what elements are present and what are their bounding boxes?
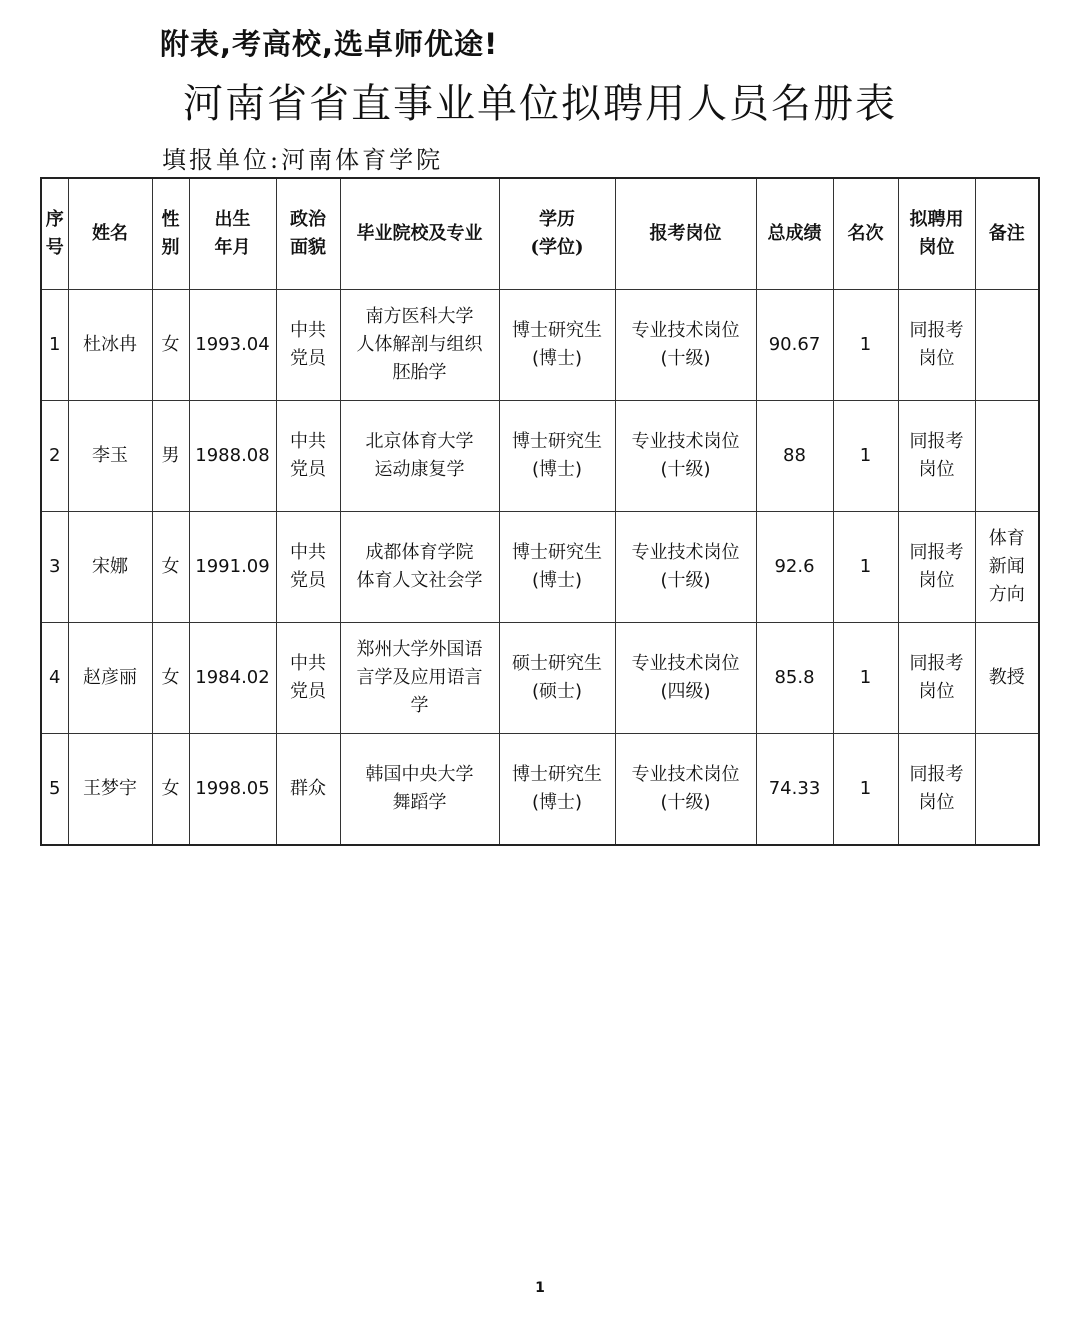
- cell-degree: 博士研究生 (博士): [499, 512, 615, 623]
- table-row: [41, 401, 1039, 512]
- table-row: [41, 512, 1039, 623]
- reporting-unit-value: 河南体育学院: [281, 146, 444, 174]
- cell-index: 4: [41, 623, 68, 734]
- cell-score: 90.67: [756, 290, 833, 401]
- cell-index: 2: [41, 401, 68, 512]
- cell-name: 王梦宇: [68, 734, 152, 846]
- cell-remark: 体育 新闻 方向: [975, 512, 1039, 623]
- cell-degree: 博士研究生 (博士): [499, 734, 615, 846]
- cell-rank: 1: [833, 401, 898, 512]
- header-rank: 名次: [833, 178, 898, 290]
- cell-degree: 博士研究生 (博士): [499, 401, 615, 512]
- cell-gender: 女: [152, 623, 189, 734]
- header-note: 附表,考高校,选卓师优途!: [160, 27, 499, 61]
- header-school: 毕业院校及专业: [340, 178, 499, 290]
- cell-post: 专业技术岗位 (四级): [615, 623, 756, 734]
- reporting-unit: [162, 140, 443, 175]
- cell-hire-post: 同报考 岗位: [898, 734, 975, 846]
- roster-table: [40, 177, 1040, 846]
- cell-hire-post: 同报考 岗位: [898, 290, 975, 401]
- cell-index: 3: [41, 512, 68, 623]
- cell-remark: 教授: [975, 623, 1039, 734]
- cell-school: 南方医科大学 人体解剖与组织 胚胎学: [340, 290, 499, 401]
- table-row: [41, 623, 1039, 734]
- header-hire-post: 拟聘用 岗位: [898, 178, 975, 290]
- cell-politics: 中共 党员: [276, 512, 340, 623]
- header-index: 序 号: [41, 178, 68, 290]
- cell-post: 专业技术岗位 (十级): [615, 401, 756, 512]
- cell-school: 韩国中央大学 舞蹈学: [340, 734, 499, 846]
- cell-hire-post: 同报考 岗位: [898, 401, 975, 512]
- cell-politics: 群众: [276, 734, 340, 846]
- cell-politics: 中共 党员: [276, 290, 340, 401]
- cell-name: 李玉: [68, 401, 152, 512]
- cell-post: 专业技术岗位 (十级): [615, 512, 756, 623]
- cell-politics: 中共 党员: [276, 401, 340, 512]
- cell-score: 88: [756, 401, 833, 512]
- table-row: [41, 290, 1039, 401]
- cell-remark: [975, 401, 1039, 512]
- cell-remark: [975, 290, 1039, 401]
- cell-name: 宋娜: [68, 512, 152, 623]
- cell-post: 专业技术岗位 (十级): [615, 734, 756, 846]
- page-number: 1: [535, 1280, 545, 1296]
- cell-politics: 中共 党员: [276, 623, 340, 734]
- cell-school: 成都体育学院 体育人文社会学: [340, 512, 499, 623]
- table-header-row: [41, 178, 1039, 290]
- cell-birth: 1991.09: [189, 512, 276, 623]
- cell-rank: 1: [833, 734, 898, 846]
- header-politics: 政治 面貌: [276, 178, 340, 290]
- cell-index: 1: [41, 290, 68, 401]
- cell-birth: 1988.08: [189, 401, 276, 512]
- header-birth: 出生 年月: [189, 178, 276, 290]
- cell-gender: 男: [152, 401, 189, 512]
- cell-hire-post: 同报考 岗位: [898, 623, 975, 734]
- cell-index: 5: [41, 734, 68, 846]
- cell-birth: 1998.05: [189, 734, 276, 846]
- header-name: 姓名: [68, 178, 152, 290]
- header-gender: 性 别: [152, 178, 189, 290]
- cell-gender: 女: [152, 512, 189, 623]
- header-score: 总成绩: [756, 178, 833, 290]
- header-remark: 备注: [975, 178, 1039, 290]
- cell-score: 85.8: [756, 623, 833, 734]
- header-degree: 学历 (学位): [499, 178, 615, 290]
- cell-name: 杜冰冉: [68, 290, 152, 401]
- cell-birth: 1984.02: [189, 623, 276, 734]
- reporting-unit-label: 填报单位:: [162, 146, 282, 174]
- cell-gender: 女: [152, 734, 189, 846]
- cell-birth: 1993.04: [189, 290, 276, 401]
- cell-gender: 女: [152, 290, 189, 401]
- cell-post: 专业技术岗位 (十级): [615, 290, 756, 401]
- cell-rank: 1: [833, 290, 898, 401]
- cell-remark: [975, 734, 1039, 846]
- cell-rank: 1: [833, 623, 898, 734]
- cell-school: 郑州大学外国语 言学及应用语言 学: [340, 623, 499, 734]
- cell-degree: 博士研究生 (博士): [499, 290, 615, 401]
- cell-school: 北京体育大学 运动康复学: [340, 401, 499, 512]
- cell-hire-post: 同报考 岗位: [898, 512, 975, 623]
- cell-degree: 硕士研究生 (硕士): [499, 623, 615, 734]
- page-title: 河南省省直事业单位拟聘用人员名册表: [183, 81, 897, 127]
- cell-score: 92.6: [756, 512, 833, 623]
- cell-name: 赵彦丽: [68, 623, 152, 734]
- table-row: [41, 734, 1039, 846]
- cell-score: 74.33: [756, 734, 833, 846]
- cell-rank: 1: [833, 512, 898, 623]
- header-post: 报考岗位: [615, 178, 756, 290]
